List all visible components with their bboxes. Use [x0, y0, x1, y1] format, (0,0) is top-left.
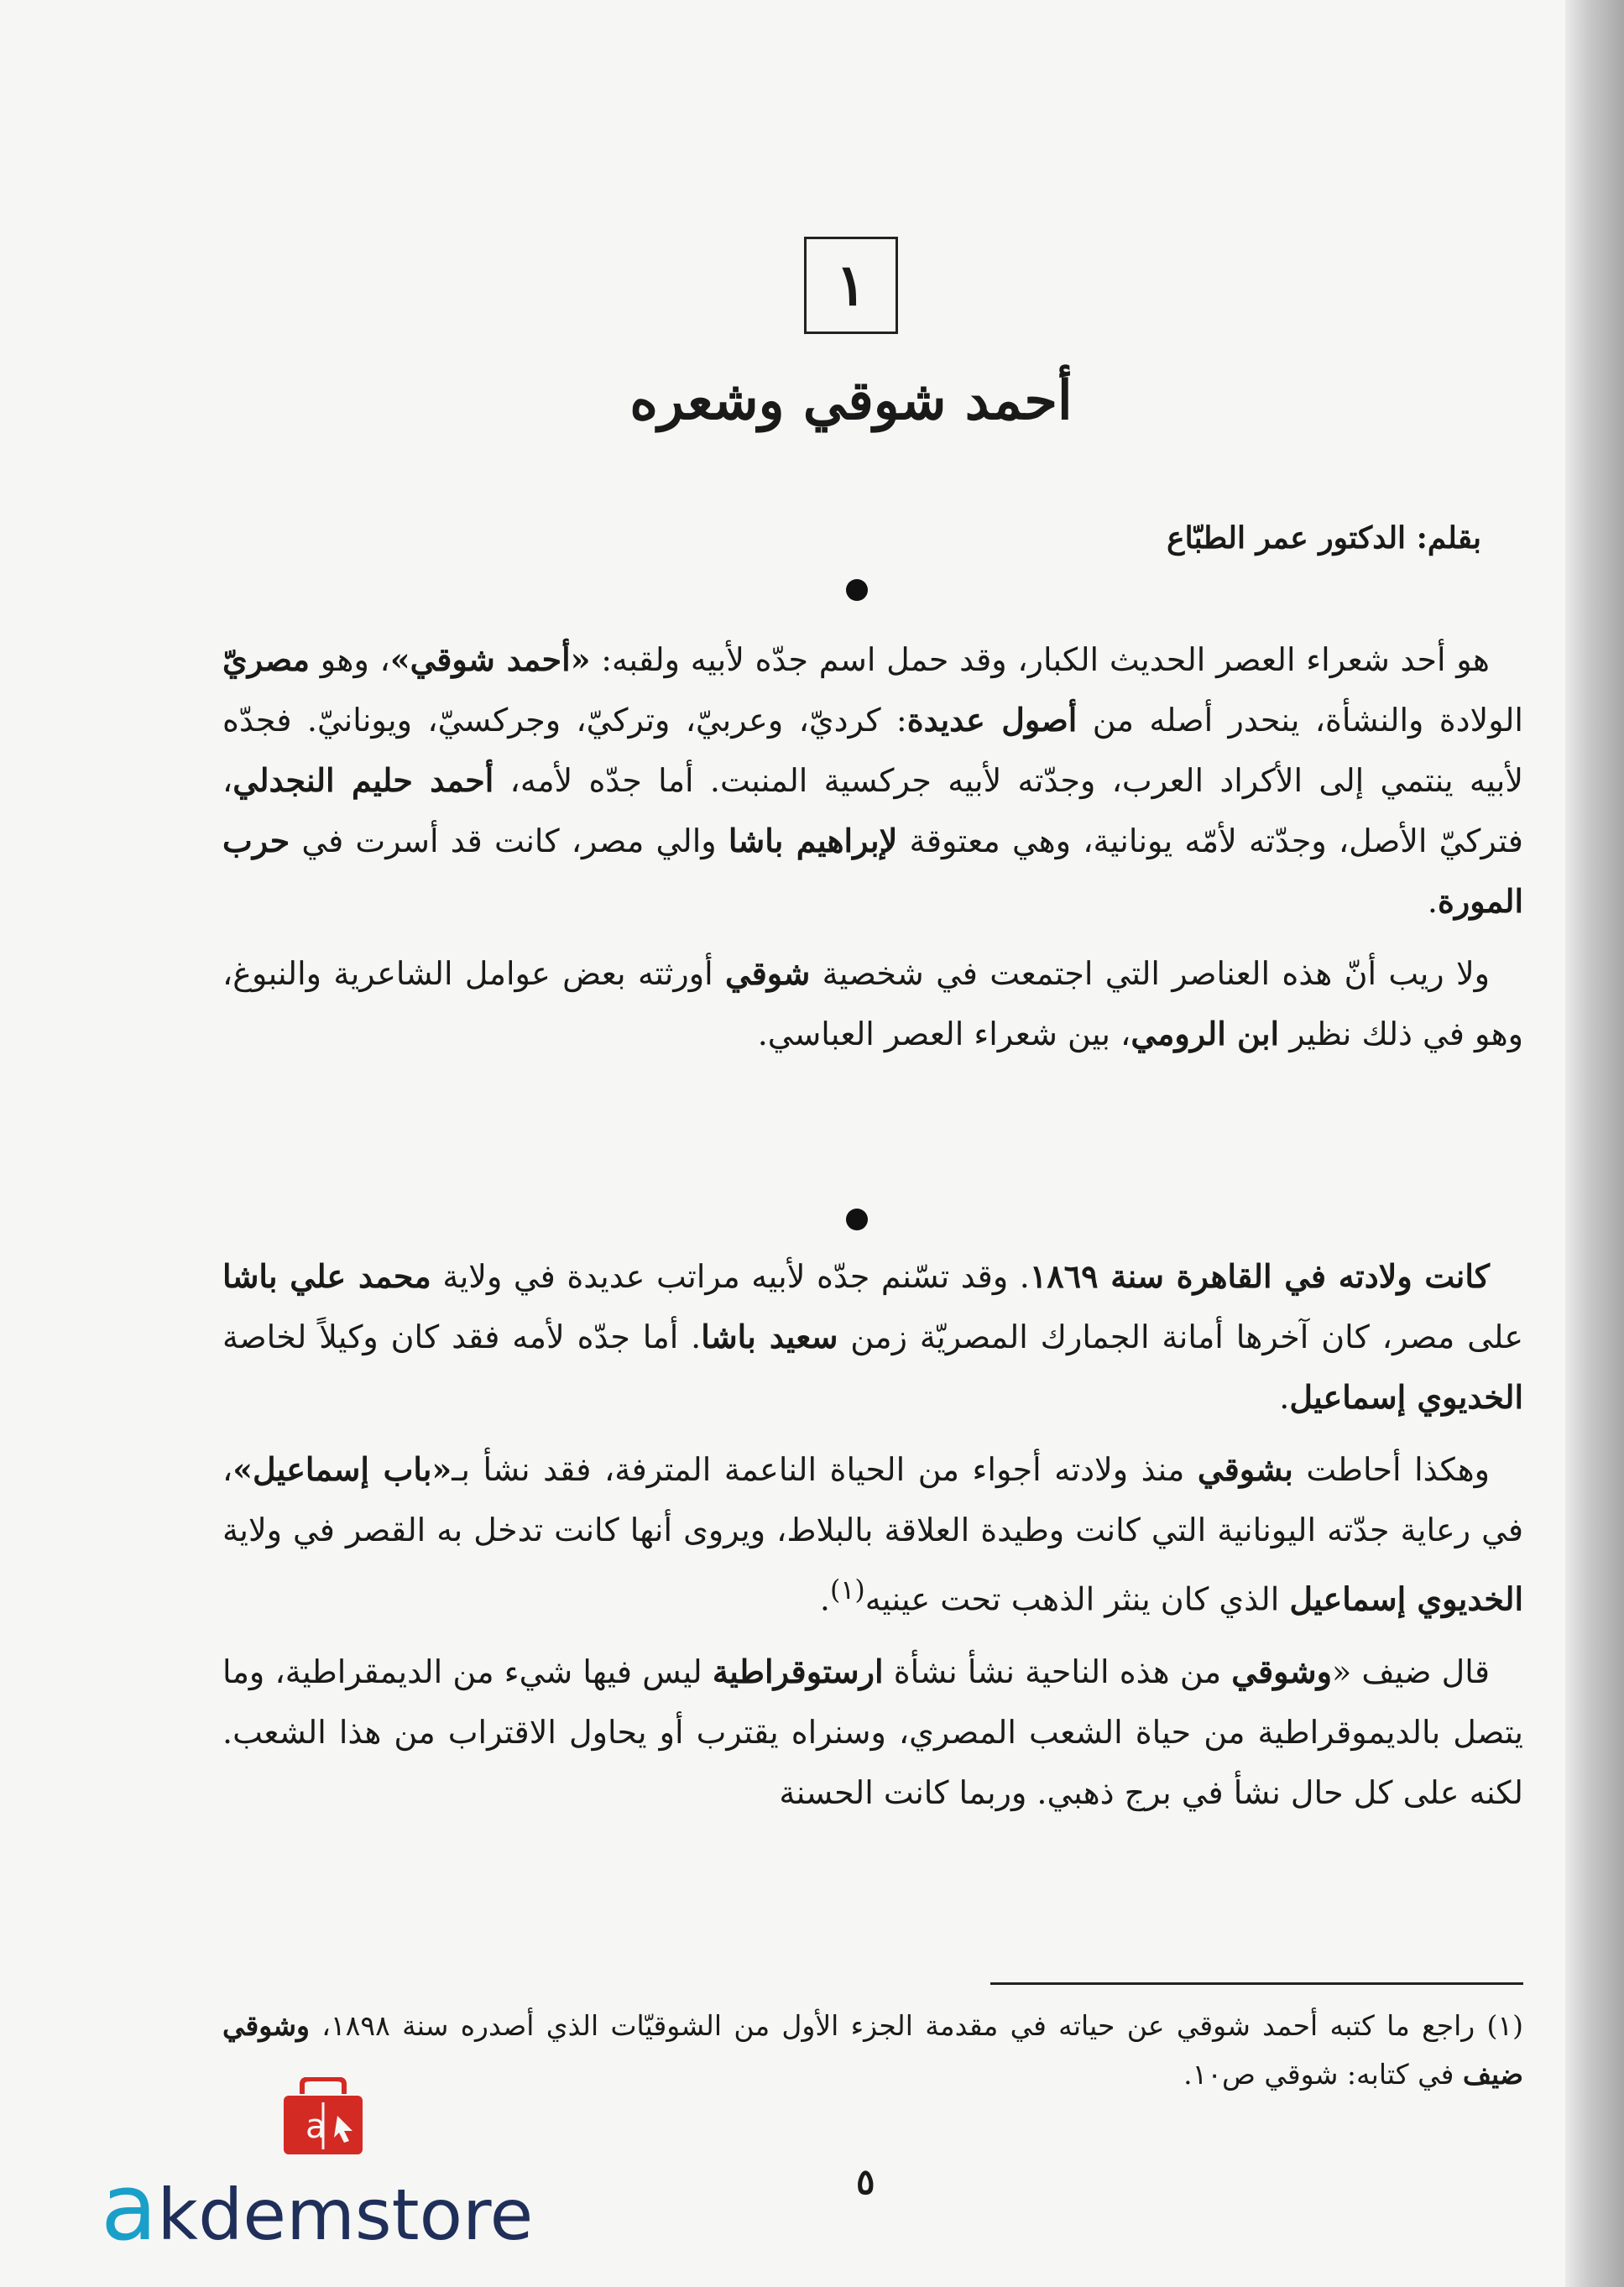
chapter-number: ١ — [835, 252, 867, 319]
chapter-number-box — [804, 237, 898, 334]
author-byline: بقلم: الدكتور عمر الطبّاع — [1167, 520, 1481, 556]
page-number: ٥ — [856, 2161, 875, 2202]
text-run: ، وهو — [310, 641, 390, 678]
bold-text: حرب المورة — [222, 822, 1523, 920]
text-run: على مصر، كان آخرها أمانة الجمارك المصريّة زمن — [838, 1318, 1524, 1355]
book-logo-icon — [277, 2077, 369, 2161]
text-run: . أما جدّه لأمه فقد كان وكيلاً لخاصة — [222, 1318, 702, 1355]
text-run: منذ ولادته أجواء من الحياة الناعمة المترفة، فقد نشأ بـ — [452, 1451, 1198, 1488]
bold-text: الخديوي إسماعيل — [1289, 1378, 1523, 1416]
text-run: ولا ريب أنّ هذه العناصر التي اجتمعت في شخصية — [810, 955, 1490, 992]
bold-text: «باب إسماعيل» — [232, 1450, 452, 1488]
chapter-title: أحمد شوقي وشعره — [629, 369, 1073, 432]
logo-wordmark: kdemstore — [157, 2174, 534, 2256]
paragraph-4 — [222, 1439, 1523, 1630]
text-run: . وقد تسّنم جدّه لأبيه مراتب عديدة في ولاية — [431, 1258, 1030, 1295]
text-run: . — [1427, 883, 1438, 920]
bold-text: ارستوقراطية — [712, 1652, 884, 1690]
bold-text: وشوقي ضيف — [222, 2009, 1523, 2091]
text-run: ، فتركيّ الأصل، وجدّته لأمّه يونانية، وهي معتوقة — [222, 762, 1523, 859]
bold-text: محمد علي باشا — [222, 1257, 431, 1295]
akdemstore-logo — [101, 2154, 571, 2261]
text-run: هو أحد شعراء العصر الحديث الكبار، وقد حمل اسم جدّه لأبيه ولقبه: — [590, 641, 1490, 678]
bold-text: أحمد حليم النجدلي — [232, 761, 494, 799]
text-block-2 — [222, 1246, 1523, 1823]
paragraph-2 — [222, 943, 1523, 1064]
text-run: في كتابه: شوقي ص١٠. — [1183, 2058, 1463, 2091]
bold-text: سعيد باشا — [701, 1318, 838, 1355]
paragraph-3 — [222, 1246, 1523, 1428]
paragraph-1 — [222, 629, 1523, 932]
bold-text: وشوقي — [1231, 1652, 1332, 1690]
text-run: أورثته بعض عوامل الشاعرية والنبوغ، وهو في ذلك نظير — [222, 955, 1523, 1052]
text-run: والي مصر، كانت قد أسرت في — [290, 822, 728, 859]
svg-text:a: a — [305, 2107, 326, 2146]
text-run: الذي كان ينثر الذهب تحت عينيه — [864, 1580, 1290, 1618]
bold-text: الخديوي إسماعيل — [1289, 1579, 1523, 1618]
bold-text: ابن الرومي — [1131, 1015, 1280, 1052]
bold-text: لإبراهيم باشا — [728, 822, 898, 859]
text-run: . — [1279, 1379, 1290, 1416]
logo-letter-a: a — [101, 2154, 158, 2261]
bold-text: بشوقي — [1197, 1450, 1293, 1488]
bold-text: «أحمد شوقي» — [389, 640, 591, 678]
text-run: ، بين شعراء العصر العباسي. — [757, 1016, 1131, 1052]
text-run: : كرديّ، وعربيّ، وتركيّ، وجركسيّ، ويونانيّ. فجدّه لأبيه ينتمي إلى الأكراد العرب، وجدّته لأبيه جركسية المنبت. أما جدّه لأمه، — [222, 702, 1524, 799]
footnote-divider — [990, 1982, 1523, 1985]
section-bullet — [846, 1209, 868, 1230]
text-run: قال ضيف « — [1331, 1653, 1490, 1690]
text-run: . — [819, 1580, 830, 1618]
paragraph-5 — [222, 1642, 1523, 1823]
footnote — [222, 2002, 1523, 2099]
bold-text: شوقي — [724, 954, 811, 992]
text-run: من هذه الناحية نشأ نشأة — [883, 1653, 1232, 1690]
text-run: ، في رعاية جدّته اليونانية التي كانت وطيدة العلاقة بالبلاط، ويروى أنها كانت تدخل به القصر في ولاية — [222, 1451, 1523, 1548]
text-run: ليس فيها شيء من الديمقراطية، وما يتصل بالديموقراطية من حياة الشعب المصري، وسنراه يقترب أو يحاول الاقتراب من هذا الشعب. لكنه على كل حال نشأ في برج ذهبي. وربما كانت الحسنة — [222, 1653, 1523, 1811]
text-run: (١) راجع ما كتبه أحمد شوقي عن حياته في مقدمة الجزء الأول من الشوقيّات الذي أصدره سنة ١٨٩٨، — [309, 2009, 1523, 2042]
bold-text: مصريّ — [222, 640, 311, 678]
page-edge — [1565, 0, 1624, 2287]
footnote-marker: (١) — [829, 1575, 865, 1606]
bold-text: كانت ولادته في القاهرة سنة ١٨٦٩ — [1029, 1257, 1490, 1295]
section-bullet — [846, 579, 868, 601]
text-run: الولادة والنشأة، ينحدر أصله من — [1077, 702, 1523, 739]
text-block-1 — [222, 629, 1523, 1064]
text-run: وهكذا أحاطت — [1292, 1451, 1490, 1488]
bold-text: أصول عديدة — [906, 701, 1078, 739]
